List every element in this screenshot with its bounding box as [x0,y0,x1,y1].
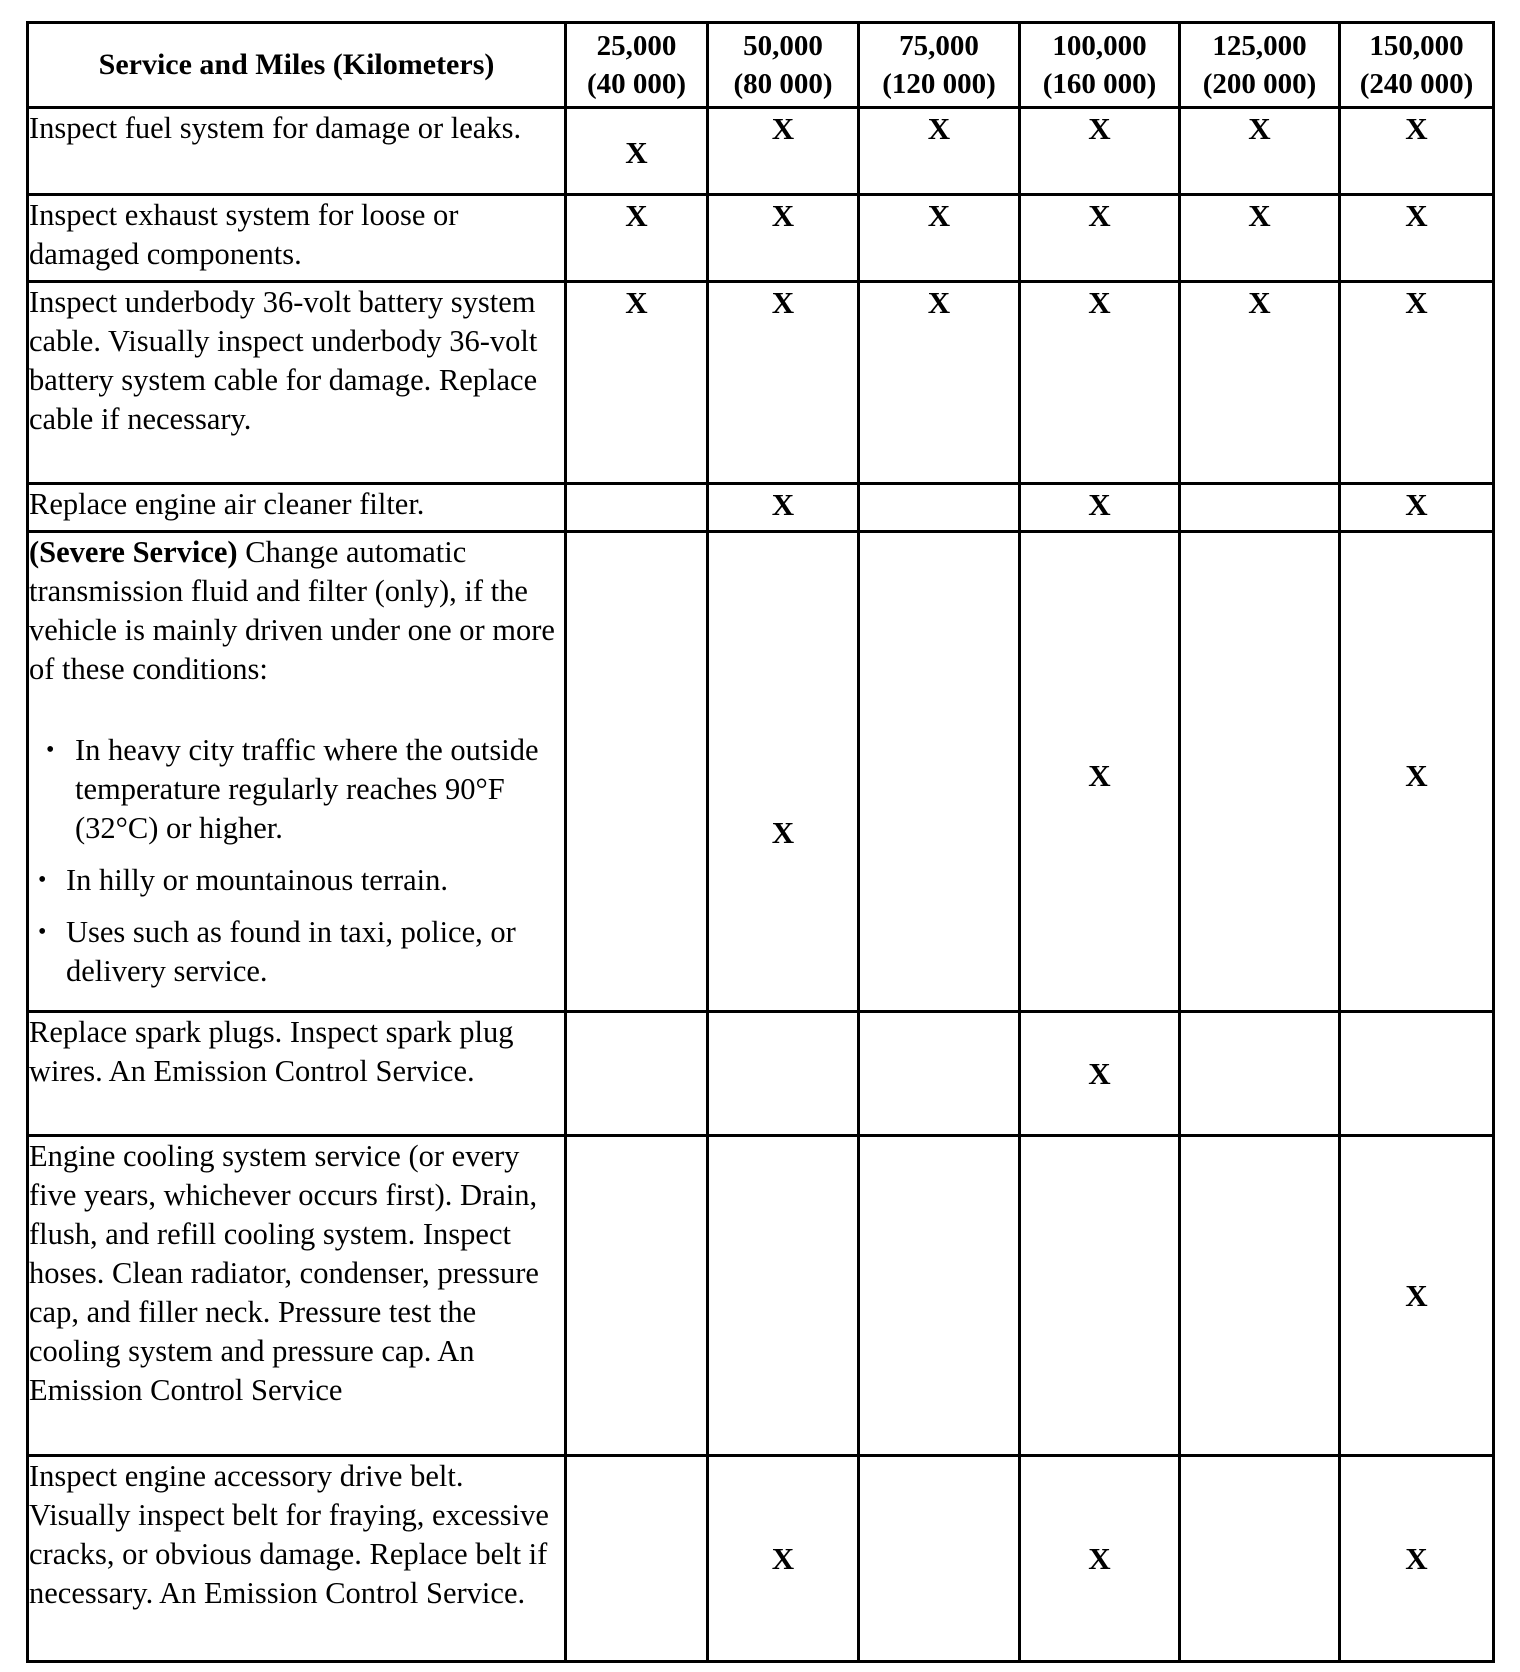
interval-mark: X [708,1456,859,1662]
table-row [28,532,1494,1012]
interval-mark: X [708,484,859,532]
interval-km: (160 000) [1042,68,1157,100]
condition-item [29,731,564,848]
interval-mark: X [1020,1456,1180,1662]
interval-header-50000 [708,23,859,108]
interval-mark [1340,1012,1494,1136]
interval-km: (80 000) [733,68,833,100]
service-description: Inspect underbody 36-volt battery system cable. Visually inspect underbody 36-volt battery system cable for damage. Replace cable if necessary. [28,282,566,484]
severe-service-text: Change automatic transmission fluid and filter (only), if the vehicle is mainly driven under one or more of these conditions: [29,535,555,686]
interval-mark [1180,1136,1340,1456]
interval-mark: X [1020,195,1180,282]
interval-header-75000 [859,23,1020,108]
interval-mark: X [859,195,1020,282]
table-row [28,1456,1494,1662]
interval-km: (40 000) [586,68,687,100]
maintenance-schedule-table [26,21,1495,1663]
interval-mark [859,1012,1020,1136]
interval-header-150000 [1340,23,1494,108]
interval-mark: X [1180,108,1340,195]
interval-km: (200 000) [1202,68,1317,100]
interval-mark: X [1020,484,1180,532]
interval-mark [859,532,1020,1012]
service-description: Engine cooling system service (or every five years, whichever occurs first). Drain, flush, and refill cooling system. Inspect hoses. Clean radiator, condenser, pressure cap, and filler neck. Pressure test the cooling system and pressure cap. An Emission Control Service [28,1136,566,1456]
interval-mark: X [1340,1136,1494,1456]
condition-list [29,731,564,991]
interval-mark: X [566,195,708,282]
interval-header-125000 [1180,23,1340,108]
interval-mark [708,1136,859,1456]
service-description [28,532,566,1012]
condition-item [29,861,564,900]
interval-mark: X [1340,108,1494,195]
interval-mark [566,484,708,532]
interval-mark [566,1012,708,1136]
service-column-header: Service and Miles (Kilometers) [28,23,566,108]
interval-mark [1020,1136,1180,1456]
interval-mark: X [1340,1456,1494,1662]
interval-mark [566,1136,708,1456]
interval-header-100000 [1020,23,1180,108]
interval-mark: X [566,282,708,484]
bullet-icon: • [46,737,55,763]
interval-mark: X [1180,282,1340,484]
table-row [28,1012,1494,1136]
interval-mark: X [708,282,859,484]
interval-mark [859,1136,1020,1456]
interval-header-25000 [566,23,708,108]
interval-mark: X [708,195,859,282]
interval-mark [859,484,1020,532]
interval-mark: X [1020,532,1180,1012]
interval-mark [566,532,708,1012]
service-description: Replace spark plugs. Inspect spark plug wires. An Emission Control Service. [28,1012,566,1136]
bullet-icon: • [38,919,47,945]
condition-item [29,913,564,991]
condition-text: In heavy city traffic where the outside temperature regularly reaches 90°F (32°C) or higher. [75,733,539,845]
service-description: Inspect fuel system for damage or leaks. [28,108,566,195]
table-row [28,195,1494,282]
interval-mark [708,1012,859,1136]
interval-miles: 25,000 [596,30,677,62]
service-description: Replace engine air cleaner filter. [28,484,566,532]
interval-mark [859,1456,1020,1662]
interval-mark: X [1340,195,1494,282]
service-description: Inspect exhaust system for loose or damaged components. [28,195,566,282]
interval-mark [1180,1456,1340,1662]
bullet-icon: • [38,867,47,893]
interval-miles: 150,000 [1369,30,1464,62]
interval-mark [1180,1012,1340,1136]
table-row [28,484,1494,532]
interval-km: (240 000) [1359,68,1474,100]
condition-text: Uses such as found in taxi, police, or delivery service. [66,915,516,988]
interval-mark: X [1020,282,1180,484]
severe-service-label: (Severe Service) [29,535,238,569]
interval-miles: 75,000 [899,30,979,62]
interval-mark: X [1340,484,1494,532]
condition-text: In hilly or mountainous terrain. [66,863,449,897]
interval-mark: X [1020,1012,1180,1136]
interval-km: (120 000) [882,68,996,100]
header-row [28,23,1494,108]
interval-mark: X [1020,108,1180,195]
interval-mark: X [708,532,859,1012]
interval-mark: X [1180,195,1340,282]
interval-mark [566,1456,708,1662]
table-row [28,108,1494,195]
service-description: Inspect engine accessory drive belt. Visually inspect belt for fraying, excessive cracks, or obvious damage. Replace belt if necessary. An Emission Control Service. [28,1456,566,1662]
interval-mark: X [1340,282,1494,484]
interval-miles: 100,000 [1052,30,1147,62]
interval-miles: 125,000 [1212,30,1307,62]
interval-mark [1180,532,1340,1012]
severe-service-intro [29,533,564,689]
interval-mark: X [566,108,708,195]
interval-mark [1180,484,1340,532]
table-row [28,282,1494,484]
interval-miles: 50,000 [743,30,823,62]
interval-mark: X [859,282,1020,484]
interval-mark: X [859,108,1020,195]
table-row [28,1136,1494,1456]
interval-mark: X [708,108,859,195]
interval-mark: X [1340,532,1494,1012]
